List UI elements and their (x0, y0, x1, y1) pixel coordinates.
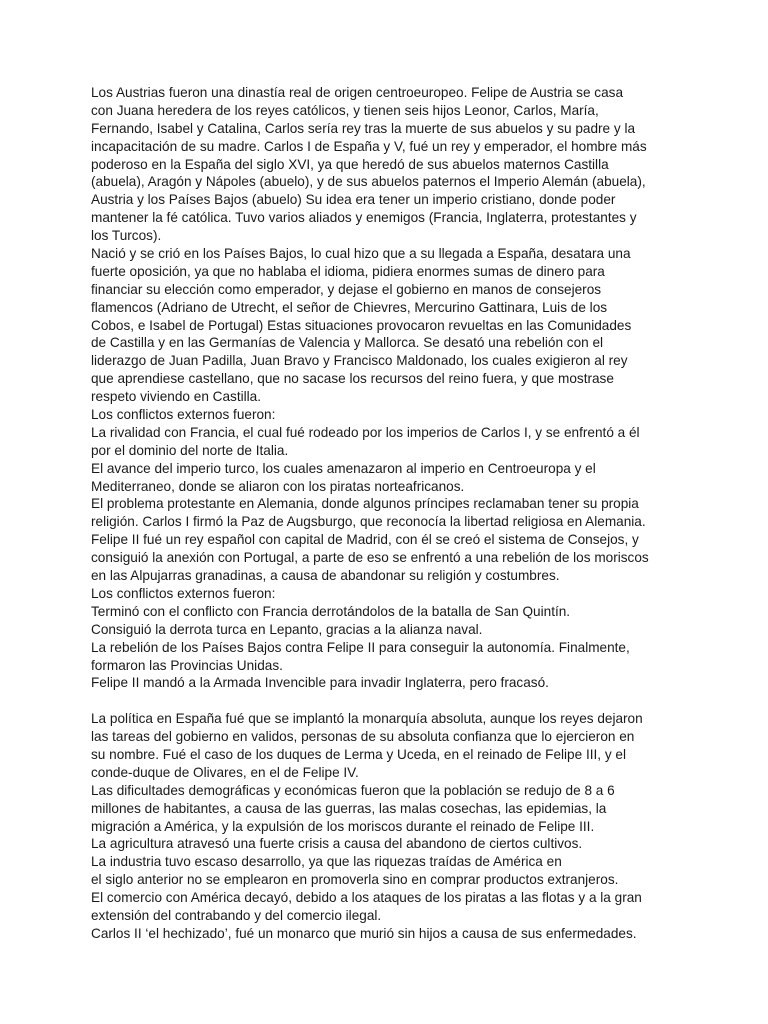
text-line: religión. Carlos I firmó la Paz de Augsburgo, que reconocía la libertad religiosa en Alemania. (91, 514, 646, 530)
text-line: La rivalidad con Francia, el cual fué rodeado por los imperios de Carlos I, y se enfrentó a él (91, 424, 640, 440)
text-line: con Juana heredera de los reyes católicos, y tienen seis hijos Leonor, Carlos, María, (91, 102, 599, 118)
text-line: consiguió la anexión con Portugal, a parte de eso se enfrentó a una rebelión de los moriscos (91, 550, 649, 566)
text-line: formaron las Provincias Unidas. (91, 657, 283, 673)
text-line: El problema protestante en Alemania, donde algunos príncipes reclamaban tener su propia (91, 496, 639, 512)
text-line: Austria y los Países Bajos (abuelo) Su idea era tener un imperio cristiano, donde poder (91, 192, 616, 208)
text-line: por el dominio del norte de Italia. (91, 442, 289, 458)
text-line: La industria tuvo escaso desarrollo, ya que las riquezas traídas de América en (91, 854, 562, 870)
text-line: millones de habitantes, a causa de las guerras, las malas cosechas, las epidemias, la (91, 800, 607, 816)
text-line: Fernando, Isabel y Catalina, Carlos sería rey tras la muerte de sus abuelos y su padre y la (91, 120, 636, 136)
text-line: mantener la fé católica. Tuvo varios aliados y enemigos (Francia, Inglaterra, protestantes y (91, 210, 637, 226)
text-line: Nació y se crió en los Países Bajos, lo cual hizo que a su llegada a España, desatara una (91, 246, 631, 262)
text-line: financiar su elección como emperador, y dejase el gobierno en manos de consejeros (91, 281, 602, 297)
text-line: Felipe II mandó a la Armada Invencible para invadir Inglaterra, pero fracasó. (91, 675, 549, 691)
text-line: Cobos, e Isabel de Portugal) Estas situaciones provocaron revueltas en las Comunidades (91, 317, 632, 333)
text-line: La agricultura atravesó una fuerte crisis a causa del abandono de ciertos cultivos. (91, 836, 583, 852)
text-line: Los Austrias fueron una dinastía real de origen centroeuropeo. Felipe de Austria se casa (91, 85, 624, 100)
text-line: La rebelión de los Países Bajos contra Felipe II para conseguir la autonomía. Finalmente, (91, 639, 630, 655)
text-line: de Castilla y en las Germanías de Valencia y Mallorca. Se desató una rebelión con el (91, 335, 604, 351)
text-line: (abuela), Aragón y Nápoles (abuelo), y de sus abuelos paternos el Imperio Alemán (abuela), (91, 174, 646, 190)
text-line: el siglo anterior no se emplearon en promoverla sino en comprar productos extranjeros. (91, 872, 619, 888)
text-line: poderoso en la España del siglo XVI, ya que heredó de sus abuelos maternos Castilla (91, 156, 609, 172)
paragraph-gap (91, 692, 691, 710)
text-line: Los conflictos externos fueron: (91, 407, 276, 423)
text-line: que aprendiese castellano, que no sacase los recursos del reino fuera, y que mostrase (91, 371, 614, 387)
text-line: flamencos (Adriano de Utrecht, el señor de Chievres, Mercurino Gattinara, Luis de los (91, 299, 608, 315)
text-line: Felipe II fué un rey español con capital de Madrid, con él se creó el sistema de Consejos, y (91, 532, 639, 548)
text-line: las tareas del gobierno en validos, personas de su absoluta confianza que lo ejercieron en (91, 729, 635, 745)
text-line: en las Alpujarras granadinas, a causa de abandonar su religión y costumbres. (91, 568, 560, 584)
text-line: Consiguió la derrota turca en Lepanto, gracias a la alianza naval. (91, 621, 483, 637)
document-body (91, 84, 691, 943)
text-line: Carlos II ‘el hechizado’, fué un monarco que murió sin hijos a causa de sus enfermedades. (91, 925, 637, 941)
text-line: La política en España fué que se implantó la monarquía absoluta, aunque los reyes dejaron (91, 711, 643, 727)
text-line: El comercio con América decayó, debido a los ataques de los piratas a las flotas y a la gran (91, 890, 642, 906)
text-line: Terminó con el conflicto con Francia derrotándolos de la batalla de San Quintín. (91, 603, 571, 619)
text-line: liderazgo de Juan Padilla, Juan Bravo y Francisco Maldonado, los cuales exigieron al rey (91, 353, 628, 369)
text-line: El avance del imperio turco, los cuales amenazaron al imperio en Centroeuropa y el (91, 460, 596, 476)
text-line: su nombre. Fué el caso de los duques de Lerma y Uceda, en el reinado de Felipe III, y el (91, 746, 626, 762)
text-line: conde-duque de Olivares, en el de Felipe IV. (91, 764, 359, 780)
text-line: los Turcos). (91, 228, 162, 244)
text-line: fuerte oposición, ya que no hablaba el idioma, pidiera enormes sumas de dinero para (91, 263, 605, 279)
text-line: Los conflictos externos fueron: (91, 585, 276, 601)
text-line: incapacitación de su madre. Carlos I de España y V, fué un rey y emperador, el hombre más (91, 138, 647, 154)
text-line: extensión del contrabando y del comercio ilegal. (91, 907, 382, 923)
text-line: Las dificultades demográficas y económicas fueron que la población se redujo de 8 a 6 (91, 782, 615, 798)
text-line: migración a América, y la expulsión de los moriscos durante el reinado de Felipe III. (91, 818, 595, 834)
text-line: respeto viviendo en Castilla. (91, 389, 262, 405)
text-line: Mediterraneo, donde se aliaron con los piratas norteafricanos. (91, 478, 465, 494)
